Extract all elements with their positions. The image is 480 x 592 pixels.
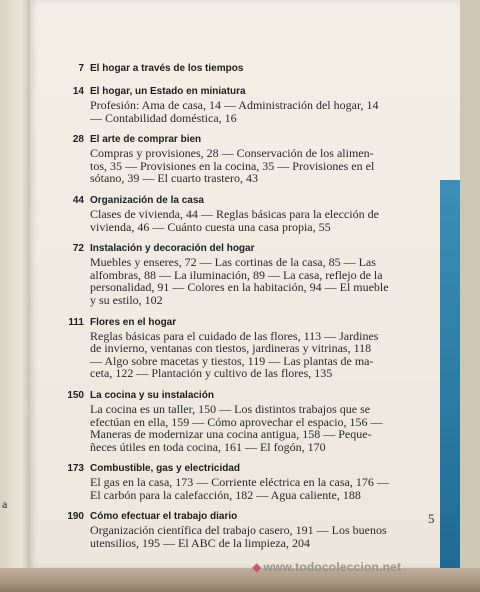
toc-chapter-title: Instalación y decoración del hogar [90, 243, 255, 255]
toc-entry-subtopics [90, 403, 412, 453]
toc-subtopic-line: y su estilo, 102 [90, 292, 163, 307]
toc-chapter-title: Combustible, gas y electricidad [90, 463, 241, 475]
toc-entry-heading [52, 194, 412, 208]
toc-chapter-title: El hogar, un Estado en miniatura [90, 86, 246, 97]
left-page-edge [0, 0, 30, 592]
toc-entry-heading [52, 462, 412, 476]
toc-subtopic-line: Compras y provisiones, 28 — Conservación de los alimen- [90, 146, 374, 161]
toc-subtopic-line: vivienda, 46 — Cuánto cuesta una casa propia, 55 [90, 219, 331, 234]
toc-page-number: 111 [68, 316, 84, 328]
toc-subtopic-line: El gas en la casa, 173 — Corriente eléctrica en la casa, 176 — [90, 475, 389, 490]
toc-subtopic-line: personalidad, 91 — Colores en la habitación, 94 — El mueble [90, 280, 389, 295]
toc-entry-subtopics [90, 147, 412, 185]
toc-chapter-title: El hogar a través de los tiempos [90, 63, 244, 74]
toc-entry [52, 389, 412, 453]
toc-subtopic-line: El carbón para la calefacción, 182 — Agua caliente, 188 [90, 487, 361, 502]
toc-page-number: 72 [72, 243, 84, 255]
watermark-logo-icon: ◆ [252, 560, 262, 574]
cover-edge-strip [440, 180, 460, 568]
toc-entry-subtopics [90, 99, 412, 124]
toc-subtopic-line: Reglas básicas para el cuidado de las flores, 113 — Jardines [90, 328, 379, 343]
toc-entry-subtopics [90, 208, 412, 233]
toc-entry-subtopics [90, 330, 412, 380]
toc-entry [52, 242, 412, 306]
page-bottom-edge [0, 568, 480, 592]
toc-page-number: 7 [78, 63, 84, 74]
toc-subtopic-line: Maneras de modernizar una cocina antigua, 158 — Peque- [90, 427, 372, 442]
toc-page-number: 190 [67, 511, 84, 523]
toc-entry-heading [52, 316, 412, 330]
toc-entry [52, 85, 412, 124]
toc-subtopic-line: utensilios, 195 — El ABC de la limpieza, 204 [90, 536, 310, 551]
toc-entry [52, 462, 412, 501]
toc-entry [52, 133, 412, 185]
toc-chapter-title: Cómo efectuar el trabajo diario [90, 511, 238, 523]
toc-subtopic-line: efectúan en ella, 159 — Cómo aprovechar el espacio, 156 — [90, 414, 383, 429]
toc-page-number: 28 [72, 134, 84, 146]
toc-entry-subtopics [90, 476, 412, 501]
watermark-text: www.todocoleccion.net [263, 560, 402, 574]
toc-chapter-title: Organización de la casa [90, 194, 204, 206]
toc-subtopic-line: Clases de vivienda, 44 — Reglas básicas para la elección de [90, 206, 379, 221]
toc-entry-heading [52, 62, 412, 76]
toc-page-number: 150 [67, 389, 84, 401]
toc-chapter-title: La cocina y su instalación [90, 389, 214, 401]
toc-entry-heading [52, 242, 412, 256]
toc-page-number: 14 [72, 86, 84, 97]
toc-subtopic-line: alfombras, 88 — La iluminación, 89 — La casa, reflejo de la [90, 267, 383, 282]
toc-entry-subtopics [90, 524, 412, 549]
toc-entry [52, 316, 412, 380]
toc-subtopic-line: — Algo sobre macetas y tiestos, 119 — Las plantas de ma- [90, 353, 374, 368]
toc-subtopic-line: ceta, 122 — Plantación y cultivo de las flores, 135 [90, 366, 333, 381]
toc-subtopic-line: — Contabilidad doméstica, 16 [90, 110, 237, 125]
table-of-contents [52, 62, 412, 559]
toc-entry-subtopics [90, 256, 412, 306]
toc-chapter-title: Flores en el hogar [90, 316, 177, 328]
toc-subtopic-line: de invierno, ventanas con tiestos, jardineras y vitrinas, 118 [90, 341, 372, 356]
toc-subtopic-line: tos, 35 — Provisiones en la cocina, 35 — Provisiones en el [90, 158, 375, 173]
left-page-text-fragment: a [2, 497, 8, 511]
toc-entry [52, 62, 412, 76]
toc-subtopic-line: Muebles y enseres, 72 — Las cortinas de la casa, 85 — Las [90, 255, 376, 270]
toc-page-number: 44 [72, 194, 84, 206]
toc-subtopic-line: Organización científica del trabajo casero, 191 — Los buenos [90, 523, 387, 538]
toc-subtopic-line: sótano, 39 — El cuarto trastero, 43 [90, 171, 258, 186]
toc-page-number: 173 [67, 463, 84, 475]
toc-entry-heading [52, 133, 412, 147]
watermark [252, 560, 401, 574]
page-number: 5 [428, 511, 435, 526]
toc-subtopic-line: La cocina es un taller, 150 — Los distintos trabajos que se [90, 401, 371, 416]
toc-entry [52, 194, 412, 233]
toc-entry-heading [52, 85, 412, 99]
toc-subtopic-line: Profesión: Ama de casa, 14 — Administración del hogar, 14 [90, 98, 379, 112]
toc-entry-heading [52, 510, 412, 524]
toc-subtopic-line: ñeces útiles en toda cocina, 161 — El fogón, 170 [90, 439, 326, 454]
toc-entry-heading [52, 389, 412, 403]
toc-entry [52, 510, 412, 549]
toc-chapter-title: El arte de comprar bien [90, 134, 202, 146]
